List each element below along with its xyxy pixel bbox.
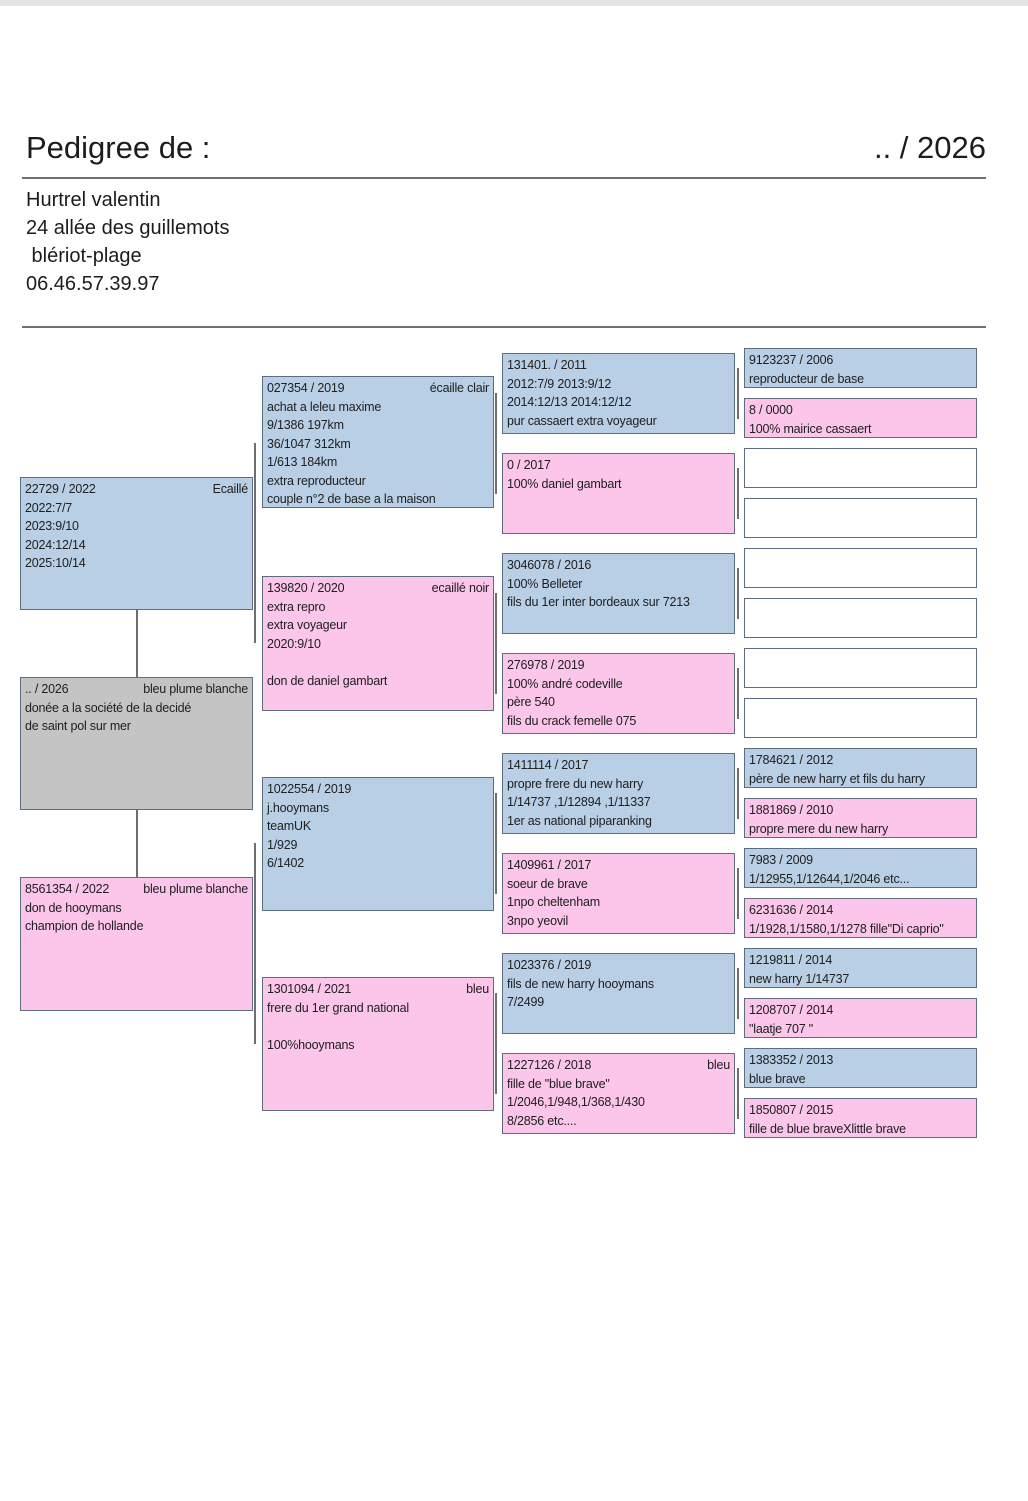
ancestor-box bbox=[744, 848, 977, 888]
ancestor-box bbox=[744, 798, 977, 838]
color-tag: ecaillé noir bbox=[431, 581, 489, 595]
box-header bbox=[267, 579, 489, 598]
connector-line bbox=[737, 368, 739, 419]
ring-number: .. / 2026 bbox=[25, 682, 69, 696]
info-line: fille de "blue brave" bbox=[507, 1076, 610, 1091]
ring-number: 1022554 / 2019 bbox=[267, 782, 352, 796]
info-line: fils du crack femelle 075 bbox=[507, 713, 637, 728]
connector-line bbox=[737, 1068, 739, 1119]
info-line: 100% andré codeville bbox=[507, 676, 623, 691]
box-header bbox=[507, 856, 730, 875]
color-tag: bleu bbox=[466, 982, 489, 996]
info-line: champion de hollande bbox=[25, 919, 144, 933]
box-header bbox=[749, 901, 972, 920]
ancestor-box bbox=[744, 348, 977, 388]
info-line: 2023:9/10 bbox=[25, 519, 79, 533]
info-line: 2025:10/14 bbox=[25, 556, 86, 570]
box-header bbox=[749, 801, 972, 820]
great-grandparent-box bbox=[502, 453, 735, 534]
box-header bbox=[749, 1051, 972, 1070]
box-header bbox=[749, 751, 972, 770]
info-line: extra repro bbox=[267, 599, 326, 614]
info-line: extra reproducteur bbox=[267, 473, 366, 488]
ring-number: 6231636 / 2014 bbox=[749, 903, 834, 917]
subject-box bbox=[20, 677, 253, 810]
box-header bbox=[267, 980, 489, 999]
ring-number: 7983 / 2009 bbox=[749, 853, 813, 867]
connector-line bbox=[254, 843, 256, 1044]
ring-number: 027354 / 2019 bbox=[267, 381, 345, 395]
info-line: j.hooymans bbox=[267, 800, 329, 815]
connector-line bbox=[254, 443, 256, 643]
connector-line bbox=[136, 809, 138, 877]
ancestor-box bbox=[744, 948, 977, 988]
color-tag: bleu bbox=[707, 1058, 730, 1072]
ancestor-box bbox=[744, 748, 977, 788]
owner-block bbox=[26, 186, 229, 298]
ring-number: 139820 / 2020 bbox=[267, 581, 345, 595]
ring-number: 8 / 0000 bbox=[749, 403, 793, 417]
sire-box bbox=[20, 477, 253, 610]
info-line: 1er as national piparanking bbox=[507, 813, 652, 828]
box-header bbox=[25, 680, 248, 699]
info-line: achat a leleu maxime bbox=[267, 399, 382, 414]
ring-number: 22729 / 2022 bbox=[25, 482, 96, 496]
info-line: donée a la société de la decidé bbox=[25, 700, 192, 715]
owner-name: Hurtrel valentin bbox=[26, 189, 161, 211]
info-line bbox=[267, 653, 489, 672]
connector-line bbox=[737, 568, 739, 619]
info-line: 1/1928,1/1580,1/1278 fille"Di caprio" bbox=[749, 921, 944, 936]
info-line: 100%hooymans bbox=[267, 1037, 355, 1052]
info-line: 1npo cheltenham bbox=[507, 895, 600, 909]
info-line: extra voyageur bbox=[267, 618, 347, 632]
ring-number: 1208707 / 2014 bbox=[749, 1003, 834, 1017]
info-line: 1/14737 ,1/12894 ,1/11337 bbox=[507, 795, 651, 809]
box-header bbox=[749, 851, 972, 870]
info-line: don de daniel gambart bbox=[267, 673, 388, 688]
info-line: fils de new harry hooymans bbox=[507, 976, 654, 991]
ring-number: 9123237 / 2006 bbox=[749, 353, 834, 367]
great-grandparent-box bbox=[502, 1053, 735, 1134]
box-header bbox=[507, 356, 730, 375]
ring-number: 3046078 / 2016 bbox=[507, 558, 592, 572]
color-tag: écaille clair bbox=[429, 381, 489, 395]
info-line: couple n°2 de base a la maison bbox=[267, 492, 436, 506]
ring-number: 1227126 / 2018 bbox=[507, 1058, 592, 1072]
ring-number: 1784621 / 2012 bbox=[749, 753, 834, 767]
info-line: 2014:12/13 2014:12/12 bbox=[507, 395, 632, 409]
connector-line bbox=[737, 468, 739, 519]
info-line: père 540 bbox=[507, 695, 555, 709]
ancestor-box bbox=[744, 1098, 977, 1138]
grandparent-box bbox=[262, 576, 494, 711]
info-line: reproducteur de base bbox=[749, 371, 864, 386]
dam-box bbox=[20, 877, 253, 1011]
owner-divider bbox=[22, 326, 986, 328]
ring-number: 1023376 / 2019 bbox=[507, 958, 592, 972]
info-line: 2022:7/7 bbox=[25, 500, 73, 515]
box-header bbox=[749, 1101, 972, 1120]
ancestor-box bbox=[744, 398, 977, 438]
connector-line bbox=[737, 668, 739, 719]
box-header bbox=[25, 880, 248, 899]
owner-phone: 06.46.57.39.97 bbox=[26, 273, 160, 295]
box-header bbox=[507, 656, 730, 675]
info-line: 9/1386 197km bbox=[267, 418, 344, 432]
info-line: pur cassaert extra voyageur bbox=[507, 413, 657, 428]
info-line: 3npo yeovil bbox=[507, 913, 569, 928]
ring-number: 0 / 2017 bbox=[507, 458, 551, 472]
ring-number: 1383352 / 2013 bbox=[749, 1053, 834, 1067]
page-title: Pedigree de : bbox=[26, 130, 211, 165]
great-grandparent-box bbox=[502, 753, 735, 834]
info-line: 36/1047 312km bbox=[267, 436, 351, 451]
grandparent-box bbox=[262, 376, 494, 508]
great-grandparent-box bbox=[502, 353, 735, 434]
box-header bbox=[507, 556, 730, 575]
info-line: père de new harry et fils du harry bbox=[749, 771, 925, 786]
info-line: don de hooymans bbox=[25, 900, 122, 915]
grandparent-box bbox=[262, 977, 494, 1111]
great-grandparent-box bbox=[502, 553, 735, 634]
ring-number: 1850807 / 2015 bbox=[749, 1103, 834, 1117]
ring-number: 1881869 / 2010 bbox=[749, 803, 834, 817]
connector-line bbox=[737, 768, 739, 819]
connector-line bbox=[136, 610, 138, 677]
empty-ancestor-box bbox=[744, 548, 977, 588]
info-line: 8/2856 etc.... bbox=[507, 1113, 577, 1128]
info-line: "laatje 707 " bbox=[749, 1021, 813, 1036]
top-border bbox=[0, 0, 1028, 6]
great-grandparent-box bbox=[502, 653, 735, 734]
empty-ancestor-box bbox=[744, 698, 977, 738]
connector-line bbox=[495, 793, 497, 894]
info-line: 1/12955,1/12644,1/2046 etc... bbox=[749, 871, 910, 886]
info-line: frere du 1er grand national bbox=[267, 1000, 409, 1015]
ancestor-box bbox=[744, 1048, 977, 1088]
info-line: 100% daniel gambart bbox=[507, 476, 622, 491]
info-line: 6/1402 bbox=[267, 856, 305, 870]
ancestor-box bbox=[744, 998, 977, 1038]
box-header bbox=[507, 1056, 730, 1075]
box-header bbox=[507, 956, 730, 975]
ring-number: 1301094 / 2021 bbox=[267, 982, 352, 996]
box-header bbox=[507, 456, 730, 475]
ancestor-box bbox=[744, 898, 977, 938]
info-line: 1/2046,1/948,1/368,1/430 bbox=[507, 1095, 645, 1109]
info-line: soeur de brave bbox=[507, 876, 588, 891]
info-line: 7/2499 bbox=[507, 995, 545, 1009]
info-line: blue brave bbox=[749, 1071, 806, 1086]
connector-line bbox=[737, 968, 739, 1019]
grandparent-box bbox=[262, 777, 494, 911]
season-year: .. / 2026 bbox=[873, 130, 986, 165]
owner-address: 24 allée des guillemots bbox=[26, 217, 230, 239]
info-line: 100% Belleter bbox=[507, 576, 583, 591]
info-line: fille de blue braveXlittle brave bbox=[749, 1121, 906, 1136]
info-line: propre mere du new harry bbox=[749, 821, 889, 836]
box-header bbox=[267, 379, 489, 398]
info-line: de saint pol sur mer bbox=[25, 719, 131, 733]
info-line: 2024:12/14 bbox=[25, 537, 86, 552]
color-tag: bleu plume blanche bbox=[143, 682, 248, 696]
info-line: 2020:9/10 bbox=[267, 636, 321, 651]
great-grandparent-box bbox=[502, 853, 735, 934]
info-line: new harry 1/14737 bbox=[749, 971, 850, 986]
info-line: teamUK bbox=[267, 819, 311, 833]
ring-number: 276978 / 2019 bbox=[507, 658, 585, 672]
connector-line bbox=[495, 593, 497, 694]
ring-number: 131401. / 2011 bbox=[507, 358, 587, 372]
info-line: 2012:7/9 2013:9/12 bbox=[507, 376, 612, 391]
owner-city: blériot-plage bbox=[26, 245, 142, 267]
ring-number: 1409961 / 2017 bbox=[507, 858, 592, 872]
ring-number: 1219811 / 2014 bbox=[749, 953, 833, 967]
empty-ancestor-box bbox=[744, 448, 977, 488]
box-header bbox=[25, 480, 248, 499]
connector-line bbox=[495, 993, 497, 1094]
info-line bbox=[267, 1017, 489, 1036]
empty-ancestor-box bbox=[744, 498, 977, 538]
box-header bbox=[267, 780, 489, 799]
ring-number: 1411114 / 2017 bbox=[507, 758, 589, 772]
great-grandparent-box bbox=[502, 953, 735, 1034]
info-line: fils du 1er inter bordeaux sur 7213 bbox=[507, 595, 690, 609]
color-tag: Ecaillé bbox=[212, 482, 248, 496]
info-line: 1/929 bbox=[267, 837, 298, 852]
info-line: propre frere du new harry bbox=[507, 776, 644, 791]
box-header bbox=[749, 401, 972, 420]
info-line: 100% mairice cassaert bbox=[749, 421, 872, 436]
connector-line bbox=[495, 393, 497, 494]
connector-line bbox=[737, 868, 739, 919]
box-header bbox=[749, 1001, 972, 1020]
title-divider bbox=[22, 177, 986, 179]
ring-number: 8561354 / 2022 bbox=[25, 882, 110, 896]
box-header bbox=[507, 756, 730, 775]
color-tag: bleu plume blanche bbox=[143, 882, 248, 896]
box-header bbox=[749, 351, 972, 370]
empty-ancestor-box bbox=[744, 648, 977, 688]
empty-ancestor-box bbox=[744, 598, 977, 638]
info-line: 1/613 184km bbox=[267, 455, 338, 469]
box-header bbox=[749, 951, 972, 970]
